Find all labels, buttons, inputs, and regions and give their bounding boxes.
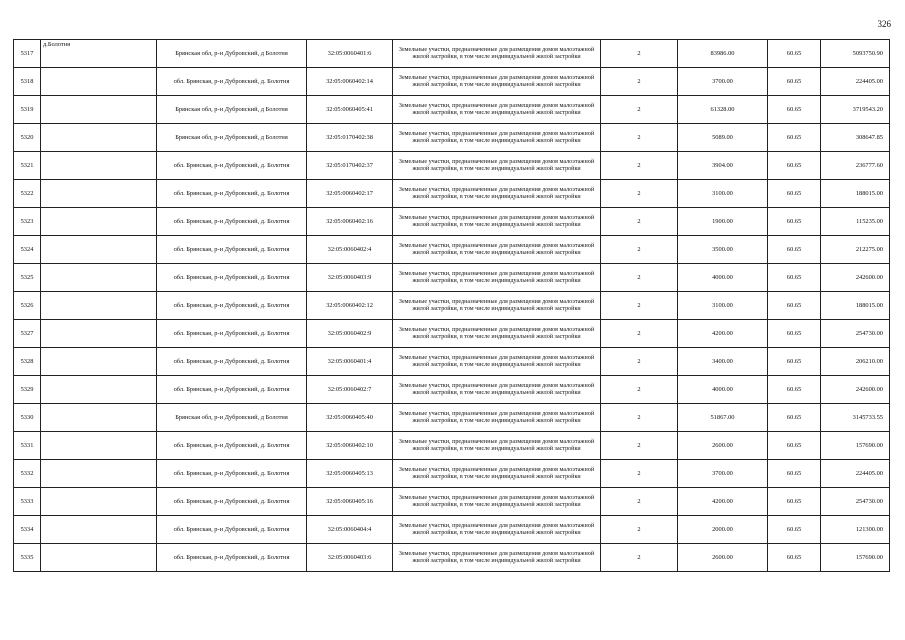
- locality-cell: [41, 544, 157, 572]
- address-cell: обл. Брянская, р-н Дубровский, д. Болотня: [157, 544, 307, 572]
- land-category-cell: Земельные участки, предназначенные для размещения домов малоэтажной жилой застройки, в том числе индивидуальной жилой застройки: [393, 40, 601, 68]
- area-cell: 4200.00: [678, 320, 768, 348]
- land-category-cell: Земельные участки, предназначенные для размещения домов малоэтажной жилой застройки, в том числе индивидуальной жилой застройки: [393, 320, 601, 348]
- cadastral-number-cell: 32:05:0060402:16: [307, 208, 393, 236]
- locality-cell: [41, 404, 157, 432]
- address-cell: Брянская обл, р-н Дубровский, д Болотня: [157, 40, 307, 68]
- cadastral-value-cell: 308647.85: [821, 124, 890, 152]
- area-cell: 61328.00: [678, 96, 768, 124]
- specific-value-cell: 60.65: [768, 432, 821, 460]
- table-row: [14, 404, 890, 432]
- table-row: [14, 376, 890, 404]
- address-cell: обл. Брянская, р-н Дубровский, д. Болотня: [157, 516, 307, 544]
- land-plot-table: [13, 39, 890, 572]
- row-number: 5326: [14, 292, 41, 320]
- address-cell: обл. Брянская, р-н Дубровский, д. Болотня: [157, 488, 307, 516]
- land-category-cell: Земельные участки, предназначенные для размещения домов малоэтажной жилой застройки, в том числе индивидуальной жилой застройки: [393, 236, 601, 264]
- address-cell: Брянская обл, р-н Дубровский, д Болотня: [157, 124, 307, 152]
- table-row: [14, 180, 890, 208]
- table-row: [14, 236, 890, 264]
- specific-value-cell: 60.65: [768, 124, 821, 152]
- address-cell: обл. Брянская, р-н Дубровский, д. Болотня: [157, 180, 307, 208]
- cadastral-number-cell: 32:05:0060405:41: [307, 96, 393, 124]
- address-cell: обл. Брянская, р-н Дубровский, д. Болотня: [157, 348, 307, 376]
- table-row: [14, 152, 890, 180]
- locality-cell: [41, 236, 157, 264]
- specific-value-cell: 60.65: [768, 40, 821, 68]
- address-cell: обл. Брянская, р-н Дубровский, д. Болотня: [157, 264, 307, 292]
- specific-value-cell: 60.65: [768, 68, 821, 96]
- cadastral-value-cell: 224405.00: [821, 68, 890, 96]
- cadastral-number-cell: 32:05:0060405:16: [307, 488, 393, 516]
- table-row: [14, 544, 890, 572]
- land-category-cell: Земельные участки, предназначенные для размещения домов малоэтажной жилой застройки, в том числе индивидуальной жилой застройки: [393, 264, 601, 292]
- area-cell: 3100.00: [678, 292, 768, 320]
- cadastral-number-cell: 32:05:0060401:6: [307, 40, 393, 68]
- cadastral-number-cell: 32:05:0060402:4: [307, 236, 393, 264]
- area-cell: 3904.00: [678, 152, 768, 180]
- row-number: 5325: [14, 264, 41, 292]
- cadastral-value-cell: 3719543.20: [821, 96, 890, 124]
- group-cell: 2: [601, 40, 678, 68]
- specific-value-cell: 60.65: [768, 152, 821, 180]
- table-row: [14, 208, 890, 236]
- row-number: 5318: [14, 68, 41, 96]
- group-cell: 2: [601, 488, 678, 516]
- cadastral-number-cell: 32:05:0060403:9: [307, 264, 393, 292]
- locality-cell: [41, 208, 157, 236]
- area-cell: 4000.00: [678, 264, 768, 292]
- cadastral-value-cell: 242600.00: [821, 264, 890, 292]
- cadastral-number-cell: 32:05:0060405:40: [307, 404, 393, 432]
- land-category-cell: Земельные участки, предназначенные для размещения домов малоэтажной жилой застройки, в том числе индивидуальной жилой застройки: [393, 544, 601, 572]
- area-cell: 3700.00: [678, 68, 768, 96]
- area-cell: 3700.00: [678, 460, 768, 488]
- group-cell: 2: [601, 404, 678, 432]
- specific-value-cell: 60.65: [768, 404, 821, 432]
- land-category-cell: Земельные участки, предназначенные для размещения домов малоэтажной жилой застройки, в том числе индивидуальной жилой застройки: [393, 124, 601, 152]
- group-cell: 2: [601, 544, 678, 572]
- cadastral-value-cell: 254730.00: [821, 488, 890, 516]
- land-category-cell: Земельные участки, предназначенные для размещения домов малоэтажной жилой застройки, в том числе индивидуальной жилой застройки: [393, 348, 601, 376]
- row-number: 5330: [14, 404, 41, 432]
- area-cell: 4200.00: [678, 488, 768, 516]
- table-body: [14, 40, 890, 572]
- land-category-cell: Земельные участки, предназначенные для размещения домов малоэтажной жилой застройки, в том числе индивидуальной жилой застройки: [393, 96, 601, 124]
- cadastral-value-cell: 5093750.90: [821, 40, 890, 68]
- row-number: 5332: [14, 460, 41, 488]
- cadastral-number-cell: 32:05:0060402:10: [307, 432, 393, 460]
- specific-value-cell: 60.65: [768, 320, 821, 348]
- row-number: 5321: [14, 152, 41, 180]
- row-number: 5334: [14, 516, 41, 544]
- land-category-cell: Земельные участки, предназначенные для размещения домов малоэтажной жилой застройки, в том числе индивидуальной жилой застройки: [393, 432, 601, 460]
- cadastral-number-cell: 32:05:0060402:9: [307, 320, 393, 348]
- group-cell: 2: [601, 432, 678, 460]
- area-cell: 3400.00: [678, 348, 768, 376]
- area-cell: 51867.00: [678, 404, 768, 432]
- address-cell: обл. Брянская, р-н Дубровский, д. Болотня: [157, 68, 307, 96]
- area-cell: 2000.00: [678, 516, 768, 544]
- cadastral-value-cell: 224405.00: [821, 460, 890, 488]
- table-row: [14, 264, 890, 292]
- row-number: 5329: [14, 376, 41, 404]
- area-cell: 5089.00: [678, 124, 768, 152]
- table-row: [14, 68, 890, 96]
- land-category-cell: Земельные участки, предназначенные для размещения домов малоэтажной жилой застройки, в том числе индивидуальной жилой застройки: [393, 180, 601, 208]
- address-cell: Брянская обл, р-н Дубровский, д Болотня: [157, 404, 307, 432]
- area-cell: 83986.00: [678, 40, 768, 68]
- area-cell: 3100.00: [678, 180, 768, 208]
- locality-cell: [41, 516, 157, 544]
- cadastral-number-cell: 32:05:0170402:37: [307, 152, 393, 180]
- group-cell: 2: [601, 460, 678, 488]
- address-cell: Брянская обл, р-н Дубровский, д Болотня: [157, 96, 307, 124]
- cadastral-value-cell: 254730.00: [821, 320, 890, 348]
- cadastral-value-cell: 157690.00: [821, 432, 890, 460]
- table-row: [14, 488, 890, 516]
- cadastral-value-cell: 206210.00: [821, 348, 890, 376]
- address-cell: обл. Брянская, р-н Дубровский, д. Болотня: [157, 376, 307, 404]
- locality-cell: [41, 264, 157, 292]
- row-number: 5331: [14, 432, 41, 460]
- group-cell: 2: [601, 180, 678, 208]
- row-number: 5335: [14, 544, 41, 572]
- address-cell: обл. Брянская, р-н Дубровский, д. Болотня: [157, 292, 307, 320]
- group-cell: 2: [601, 152, 678, 180]
- cadastral-number-cell: 32:05:0060402:17: [307, 180, 393, 208]
- locality-cell: [41, 432, 157, 460]
- cadastral-value-cell: 188015.00: [821, 180, 890, 208]
- land-category-cell: Земельные участки, предназначенные для размещения домов малоэтажной жилой застройки, в том числе индивидуальной жилой застройки: [393, 404, 601, 432]
- specific-value-cell: 60.65: [768, 460, 821, 488]
- area-cell: 4000.00: [678, 376, 768, 404]
- group-cell: 2: [601, 292, 678, 320]
- cadastral-value-cell: 236777.60: [821, 152, 890, 180]
- cadastral-value-cell: 212275.00: [821, 236, 890, 264]
- row-number: 5324: [14, 236, 41, 264]
- land-category-cell: Земельные участки, предназначенные для размещения домов малоэтажной жилой застройки, в том числе индивидуальной жилой застройки: [393, 488, 601, 516]
- group-cell: 2: [601, 96, 678, 124]
- area-cell: 3500.00: [678, 236, 768, 264]
- address-cell: обл. Брянская, р-н Дубровский, д. Болотня: [157, 460, 307, 488]
- land-category-cell: Земельные участки, предназначенные для размещения домов малоэтажной жилой застройки, в том числе индивидуальной жилой застройки: [393, 68, 601, 96]
- group-cell: 2: [601, 516, 678, 544]
- group-cell: 2: [601, 264, 678, 292]
- group-cell: 2: [601, 208, 678, 236]
- land-category-cell: Земельные участки, предназначенные для размещения домов малоэтажной жилой застройки, в том числе индивидуальной жилой застройки: [393, 376, 601, 404]
- group-cell: 2: [601, 348, 678, 376]
- specific-value-cell: 60.65: [768, 96, 821, 124]
- group-cell: 2: [601, 236, 678, 264]
- locality-cell: [41, 376, 157, 404]
- locality-cell: [41, 460, 157, 488]
- cadastral-value-cell: 3145733.55: [821, 404, 890, 432]
- cadastral-value-cell: 121300.00: [821, 516, 890, 544]
- specific-value-cell: 60.65: [768, 348, 821, 376]
- row-number: 5320: [14, 124, 41, 152]
- row-number: 5319: [14, 96, 41, 124]
- locality-cell: [41, 96, 157, 124]
- area-cell: 2600.00: [678, 544, 768, 572]
- row-number: 5328: [14, 348, 41, 376]
- locality-cell: д.Болотня: [41, 40, 157, 68]
- table-row: [14, 96, 890, 124]
- specific-value-cell: 60.65: [768, 292, 821, 320]
- locality-cell: [41, 320, 157, 348]
- specific-value-cell: 60.65: [768, 544, 821, 572]
- address-cell: обл. Брянская, р-н Дубровский, д. Болотня: [157, 152, 307, 180]
- locality-cell: [41, 68, 157, 96]
- cadastral-number-cell: 32:05:0060404:4: [307, 516, 393, 544]
- cadastral-number-cell: 32:05:0060405:13: [307, 460, 393, 488]
- land-category-cell: Земельные участки, предназначенные для размещения домов малоэтажной жилой застройки, в том числе индивидуальной жилой застройки: [393, 208, 601, 236]
- table-row: [14, 124, 890, 152]
- cadastral-number-cell: 32:05:0060402:12: [307, 292, 393, 320]
- specific-value-cell: 60.65: [768, 376, 821, 404]
- cadastral-number-cell: 32:05:0060403:6: [307, 544, 393, 572]
- table-row: [14, 460, 890, 488]
- locality-cell: [41, 124, 157, 152]
- address-cell: обл. Брянская, р-н Дубровский, д. Болотня: [157, 208, 307, 236]
- address-cell: обл. Брянская, р-н Дубровский, д. Болотня: [157, 432, 307, 460]
- land-category-cell: Земельные участки, предназначенные для размещения домов малоэтажной жилой застройки, в том числе индивидуальной жилой застройки: [393, 516, 601, 544]
- table-row: [14, 292, 890, 320]
- address-cell: обл. Брянская, р-н Дубровский, д. Болотня: [157, 236, 307, 264]
- group-cell: 2: [601, 376, 678, 404]
- locality-cell: [41, 180, 157, 208]
- specific-value-cell: 60.65: [768, 180, 821, 208]
- table-row: [14, 320, 890, 348]
- cadastral-number-cell: 32:05:0060402:14: [307, 68, 393, 96]
- row-number: 5323: [14, 208, 41, 236]
- locality-cell: [41, 152, 157, 180]
- table-row: [14, 348, 890, 376]
- row-number: 5327: [14, 320, 41, 348]
- locality-cell: [41, 488, 157, 516]
- table-row: [14, 40, 890, 68]
- locality-cell: [41, 292, 157, 320]
- land-category-cell: Земельные участки, предназначенные для размещения домов малоэтажной жилой застройки, в том числе индивидуальной жилой застройки: [393, 152, 601, 180]
- group-cell: 2: [601, 68, 678, 96]
- address-cell: обл. Брянская, р-н Дубровский, д. Болотня: [157, 320, 307, 348]
- cadastral-value-cell: 242600.00: [821, 376, 890, 404]
- cadastral-value-cell: 157690.00: [821, 544, 890, 572]
- group-cell: 2: [601, 124, 678, 152]
- row-number: 5333: [14, 488, 41, 516]
- specific-value-cell: 60.65: [768, 488, 821, 516]
- group-cell: 2: [601, 320, 678, 348]
- table-row: [14, 432, 890, 460]
- specific-value-cell: 60.65: [768, 264, 821, 292]
- specific-value-cell: 60.65: [768, 208, 821, 236]
- specific-value-cell: 60.65: [768, 236, 821, 264]
- land-category-cell: Земельные участки, предназначенные для размещения домов малоэтажной жилой застройки, в том числе индивидуальной жилой застройки: [393, 460, 601, 488]
- cadastral-number-cell: 32:05:0170402:38: [307, 124, 393, 152]
- area-cell: 1900.00: [678, 208, 768, 236]
- specific-value-cell: 60.65: [768, 516, 821, 544]
- cadastral-number-cell: 32:05:0060401:4: [307, 348, 393, 376]
- cadastral-value-cell: 188015.00: [821, 292, 890, 320]
- table-row: [14, 516, 890, 544]
- row-number: 5322: [14, 180, 41, 208]
- page-number: 326: [877, 19, 891, 29]
- row-number: 5317: [14, 40, 41, 68]
- cadastral-number-cell: 32:05:0060402:7: [307, 376, 393, 404]
- locality-cell: [41, 348, 157, 376]
- land-category-cell: Земельные участки, предназначенные для размещения домов малоэтажной жилой застройки, в том числе индивидуальной жилой застройки: [393, 292, 601, 320]
- area-cell: 2600.00: [678, 432, 768, 460]
- cadastral-value-cell: 115235.00: [821, 208, 890, 236]
